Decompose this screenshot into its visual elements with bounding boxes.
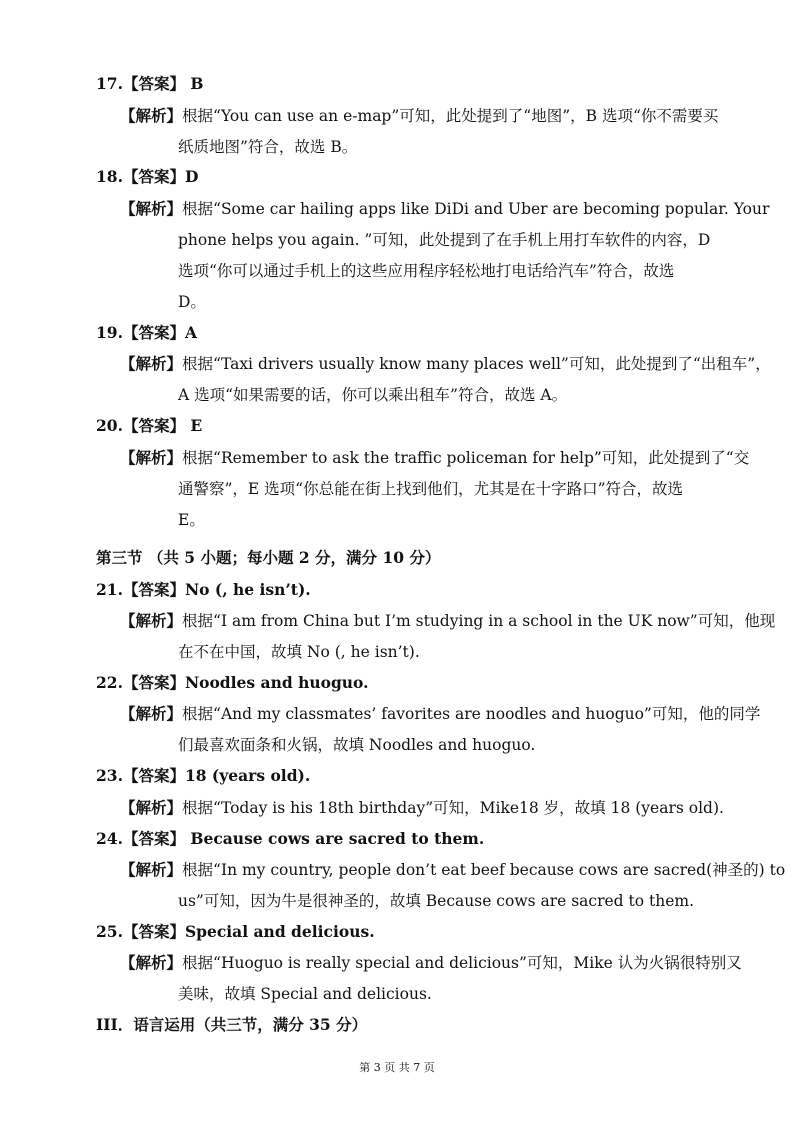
answer-21: 21.【答案】No (, he isn’t).: [96, 580, 311, 599]
answer-17: 17.【答案】 B: [96, 74, 204, 93]
explanation-20-line-2: 通警察”，E 选项“你总能在街上找到他们，尤其是在十字路口”符合，故选: [178, 480, 684, 498]
answer-23: 23.【答案】18 (years old).: [96, 766, 311, 785]
section-heading-3: 第三节 （共 5 小题；每小题 2 分，满分 10 分）: [96, 548, 441, 567]
explanation-label: 【解析】: [120, 354, 183, 373]
answer-20: 20.【答案】 E: [96, 416, 203, 435]
explanation-label: 【解析】: [120, 106, 183, 125]
explanation-text: 根据“In my country, people don’t eat beef because cows are sacred(神圣的) to: [182, 861, 786, 879]
explanation-17-line-2: 纸质地图”符合，故选 B。: [178, 138, 358, 156]
explanation-23-line-1: [120, 798, 724, 818]
explanation-label: 【解析】: [120, 199, 183, 218]
explanation-18-line-4: D。: [178, 293, 206, 311]
section-heading-iii: III．语言运用（共三节，满分 35 分）: [96, 1015, 368, 1034]
answer-25: 25.【答案】Special and delicious.: [96, 922, 375, 941]
explanation-17-line-1: [120, 106, 718, 126]
explanation-text: 根据“And my classmates’ favorites are noodles and huoguo”可知，他的同学: [182, 705, 761, 723]
explanation-24-line-1: [120, 860, 785, 880]
explanation-24-line-2: us”可知，因为牛是很神圣的，故填 Because cows are sacred to them.: [178, 892, 695, 910]
explanation-22-line-1: [120, 704, 760, 724]
answer-24: 24.【答案】 Because cows are sacred to them.: [96, 829, 485, 848]
explanation-label: 【解析】: [120, 798, 183, 817]
explanation-label: 【解析】: [120, 448, 183, 467]
explanation-label: 【解析】: [120, 704, 183, 723]
explanation-text: 根据“Taxi drivers usually know many places well”可知，此处提到了“出租车”，: [182, 355, 771, 373]
explanation-18-line-1: [120, 199, 769, 219]
explanation-20-line-3: E。: [178, 511, 205, 529]
explanation-label: 【解析】: [120, 953, 183, 972]
answer-19: 19.【答案】A: [96, 323, 197, 342]
explanation-25-line-2: 美味，故填 Special and delicious.: [178, 985, 432, 1003]
explanation-25-line-1: [120, 953, 742, 973]
explanation-21-line-2: 在不在中国，故填 No (, he isn’t).: [178, 643, 420, 661]
explanation-22-line-2: 们最喜欢面条和火锅，故填 Noodles and huoguo.: [178, 736, 536, 754]
explanation-text: 根据“Remember to ask the traffic policeman for help”可知，此处提到了“交: [182, 449, 750, 467]
explanation-18-line-2: phone helps you again. ”可知，此处提到了在手机上用打车软件的内容，D: [178, 231, 711, 249]
explanation-19-line-2: A 选项“如果需要的话，你可以乘出租车”符合，故选 A。: [178, 386, 568, 404]
answer-22: 22.【答案】Noodles and huoguo.: [96, 673, 369, 692]
explanation-label: 【解析】: [120, 611, 183, 630]
page-number: 第 3 页 共 7 页: [359, 1061, 435, 1074]
explanation-text: 根据“Some car hailing apps like DiDi and Uber are becoming popular. Your: [182, 200, 770, 218]
explanation-label: 【解析】: [120, 860, 183, 879]
explanation-21-line-1: [120, 611, 775, 631]
answer-18: 18.【答案】D: [96, 167, 199, 186]
explanation-18-line-3: 选项“你可以通过手机上的这些应用程序轻松地打电话给汽车”符合，故选: [178, 262, 675, 280]
explanation-19-line-1: [120, 354, 771, 374]
explanation-text: 根据“Huoguo is really special and delicious”可知，Mike 认为火锅很特别又: [182, 954, 742, 972]
explanation-text: 根据“Today is his 18th birthday”可知，Mike18 岁，故填 18 (years old).: [182, 799, 724, 817]
explanation-20-line-1: [120, 448, 749, 468]
explanation-text: 根据“You can use an e-map”可知，此处提到了“地图”，B 选项“你不需要买: [182, 107, 719, 125]
explanation-text: 根据“I am from China but I’m studying in a school in the UK now”可知，他现: [182, 612, 776, 630]
